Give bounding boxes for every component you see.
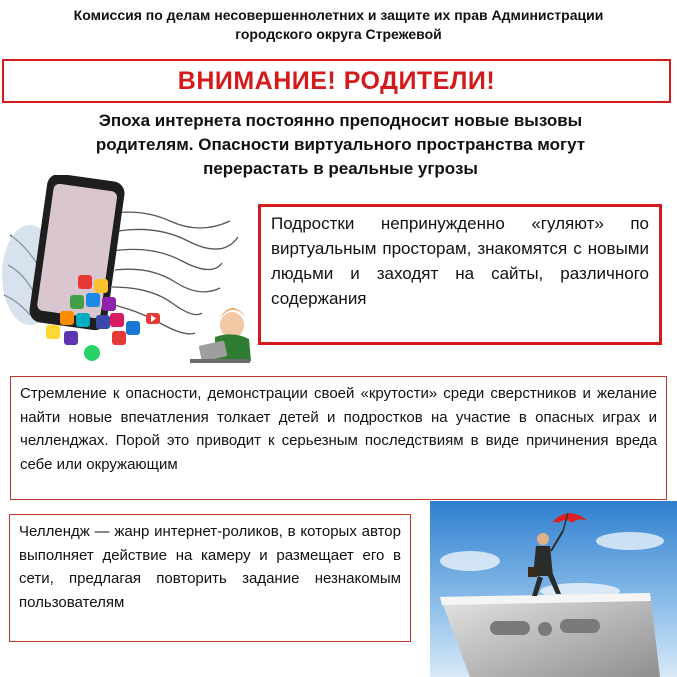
razor-blade [440,593,660,677]
intro-text [28,109,653,181]
teens-online-box [258,204,662,345]
banner-title: ВНИМАНИЕ! РОДИТЕЛИ! [177,66,496,95]
header-line-2: городского округа Стрежевой [235,26,442,42]
challenge-definition-box [9,514,411,642]
teens-online-text: Подростки непринужденно «гуляют» по виртуальным просторам, знакомятся с новыми людьми и заходят на сайты, различного содержания [271,214,649,308]
attention-banner [2,59,671,103]
smartphone-illustration [0,175,258,365]
intro-line-3: перерастать в реальные угрозы [203,159,478,178]
intro-line-2: родителям. Опасности виртуального пространства могут [95,135,586,154]
intro-line-1: Эпоха интернета постоянно преподносит новые вызовы [98,111,583,130]
teen-with-laptop [190,308,251,363]
razor-blade-photo [430,501,677,677]
danger-challenges-box [10,376,667,500]
challenge-definition-text: Челлендж — жанр интернет-роликов, в которых автор выполняет действие на камеру и размещает его в сети, предлагая повторить задание незнакомым пользователям [19,523,401,611]
header-line-1: Комиссия по делам несовершеннолетних и защите их прав Администрации [73,7,604,23]
commission-header [20,6,657,44]
danger-challenges-text: Стремление к опасности, демонстрации своей «крутости» среди сверстников и желание найти новые впечатления толкает детей и подростков на участие в опасных играх и челленджах. Порой это приводит к серьезным последствиям в виде причинения вреда себе или окружающим [20,385,657,473]
